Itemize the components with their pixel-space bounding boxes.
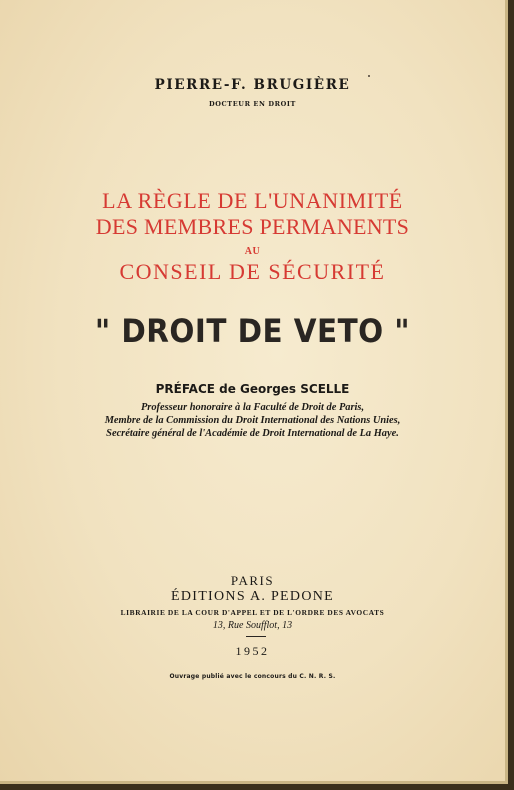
title-line-3: AU bbox=[244, 246, 261, 257]
title-line-4: CONSEIL DE SÉCURITÉ bbox=[119, 259, 386, 284]
preface-credit-2: Membre de la Commission du Droit International des Nations Unies, bbox=[104, 415, 401, 426]
author-degree: DOCTEUR EN DROIT bbox=[209, 100, 296, 108]
preface-author: Georges SCELLE bbox=[240, 382, 350, 396]
divider-rule bbox=[246, 636, 266, 637]
author-name: PIERRE-F. BRUGIÈRE bbox=[154, 77, 351, 93]
imprint-note: Ouvrage publié avec le concours du C. N. R. S. bbox=[169, 673, 336, 680]
title-line-1: LA RÈGLE DE L'UNANIMITÉ bbox=[102, 188, 403, 213]
preface-prefix: PRÉFACE de bbox=[155, 382, 236, 396]
subtitle-droit-de-veto: " DROIT DE VETO " bbox=[94, 312, 411, 350]
title-line-2: DES MEMBRES PERMANENTS bbox=[95, 214, 410, 239]
imprint-year: 1952 bbox=[235, 644, 270, 658]
preface-heading bbox=[0, 382, 505, 396]
preface-credit-1: Professeur honoraire à la Faculté de Droit de Paris, bbox=[140, 402, 365, 413]
imprint-publisher: ÉDITIONS A. PEDONE bbox=[170, 589, 334, 604]
imprint-address: 13, Rue Soufflot, 13 bbox=[212, 620, 293, 631]
imprint-city: PARIS bbox=[230, 573, 275, 588]
preface-credit-3: Secrétaire général de l'Académie de Droit International de La Haye. bbox=[106, 428, 399, 439]
imprint-library: LIBRAIRIE DE LA COUR D'APPEL ET DE L'ORDRE DES AVOCATS bbox=[120, 608, 385, 617]
